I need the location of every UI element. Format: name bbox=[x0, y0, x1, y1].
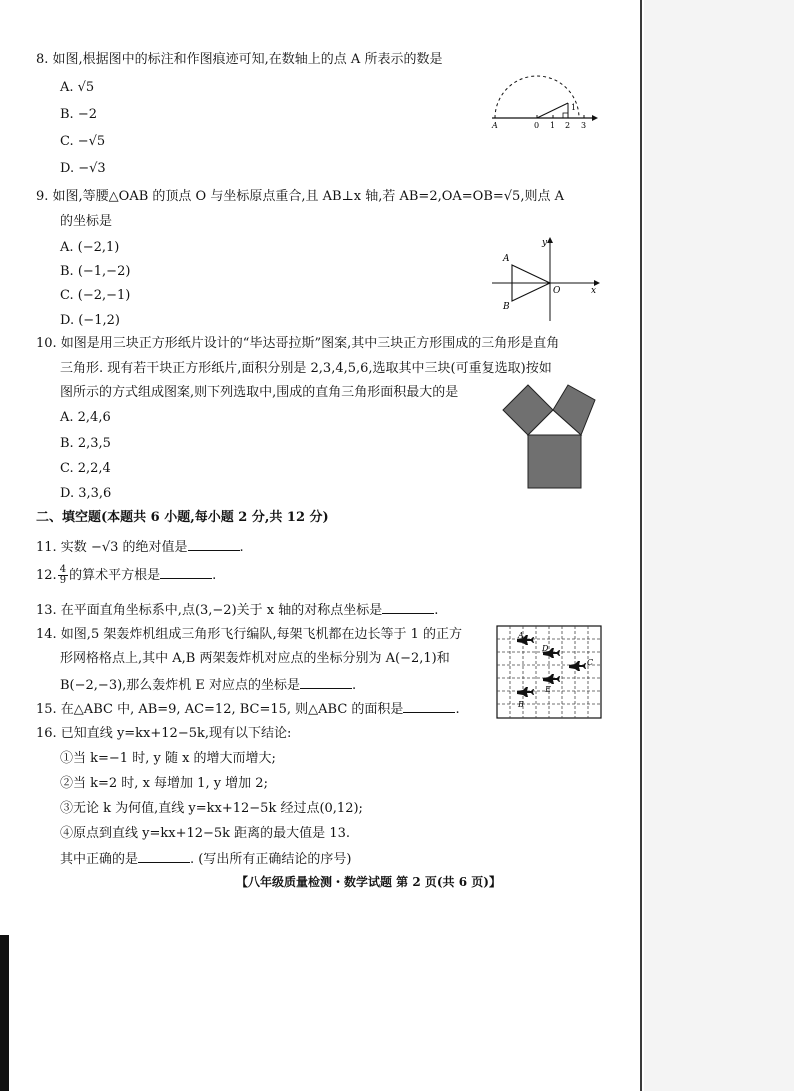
q10-option-b: B. 2,3,5 bbox=[60, 436, 111, 451]
q12-fraction-numerator: 4 bbox=[59, 564, 67, 575]
q15-answer-blank[interactable] bbox=[403, 700, 455, 713]
q13-text: 13. 在平面直角坐标系中,点(3,−2)关于 x 轴的对称点坐标是 bbox=[36, 603, 383, 618]
q12-text: 的算术平方根是 bbox=[69, 568, 161, 583]
q9-point-o-label: O bbox=[553, 286, 561, 296]
q10-line2: 三角形. 现有若干块正方形纸片,面积分别是 2,3,4,5,6,选取其中三块(可重复选取)按如 bbox=[60, 361, 552, 376]
q10-line1: 10. 如图是用三块正方形纸片设计的“毕达哥拉斯”图案,其中三块正方形围成的三角形是直角 bbox=[36, 336, 560, 351]
q12-answer-blank[interactable] bbox=[160, 566, 212, 579]
q9-stem-line2: 的坐标是 bbox=[60, 214, 113, 229]
q14-line2: 形网格格点上,其中 A,B 两架轰炸机对应点的坐标分别为 A(−2,1)和 bbox=[60, 651, 450, 666]
q9-option-a: A. (−2,1) bbox=[60, 240, 120, 255]
plane-e-icon bbox=[543, 674, 560, 684]
q8-option-c: C. −√5 bbox=[60, 134, 106, 149]
q8-stem: 8. 如图,根据图中的标注和作图痕迹可知,在数轴上的点 A 所表示的数是 bbox=[36, 52, 443, 67]
q10-option-a: A. 2,4,6 bbox=[60, 410, 111, 425]
section2-title: 二、填空题(本题共 6 小题,每小题 2 分,共 12 分) bbox=[36, 510, 329, 525]
q9-x-axis-label: x bbox=[591, 286, 597, 296]
q16-stem: 16. 已知直线 y=kx+12−5k,现有以下结论: bbox=[36, 726, 292, 741]
q14-label-b: B bbox=[518, 700, 524, 709]
q14-grid-figure bbox=[496, 625, 602, 719]
q8-tick-0: 0 bbox=[534, 121, 540, 130]
q13-line bbox=[36, 601, 438, 619]
q16-item-4: ④原点到直线 y=kx+12−5k 距离的最大值是 13. bbox=[60, 826, 350, 841]
q9-option-b: B. (−1,−2) bbox=[60, 264, 131, 279]
q9-y-axis-label: y bbox=[542, 238, 548, 248]
q14-line1: 14. 如图,5 架轰炸机组成三角形飞行编队,每架飞机都在边长等于 1 的正方 bbox=[36, 627, 463, 642]
q14-label-a: A bbox=[518, 631, 524, 640]
q11-line bbox=[36, 538, 244, 556]
q14-end: . bbox=[352, 678, 357, 693]
q16-tail bbox=[60, 850, 351, 868]
q9-point-a-label: A bbox=[503, 254, 510, 264]
q8-option-a: A. √5 bbox=[60, 80, 95, 95]
q8-height-label: 1 bbox=[571, 103, 577, 112]
q12-fraction bbox=[58, 565, 68, 586]
q8-tick-3: 3 bbox=[581, 121, 587, 130]
q16-item-1: ①当 k=−1 时, y 随 x 的增大而增大; bbox=[60, 751, 276, 766]
page-footer: 【八年级质量检测・数学试题 第 2 页(共 6 页)】 bbox=[236, 875, 501, 889]
plane-b-icon bbox=[517, 687, 534, 697]
q10-option-d: D. 3,3,6 bbox=[60, 486, 112, 501]
q8-option-b: B. −2 bbox=[60, 107, 97, 122]
q9-stem-line1: 9. 如图,等腰△OAB 的顶点 O 与坐标原点重合,且 AB⊥x 轴,若 AB=2,OA=OB=√5,则点 A bbox=[36, 189, 564, 204]
q8-tick-2: 2 bbox=[565, 121, 571, 130]
q12-line bbox=[36, 564, 216, 588]
q8-point-a-label: A bbox=[492, 121, 498, 130]
q16-tail-end: . (写出所有正确结论的序号) bbox=[190, 852, 352, 867]
scan-edge-mark bbox=[0, 935, 9, 1091]
q16-tail-text: 其中正确的是 bbox=[60, 852, 139, 867]
q8-number-line-figure bbox=[488, 70, 598, 130]
q11-end: . bbox=[239, 540, 244, 555]
q12-number: 12. bbox=[36, 568, 57, 583]
q12-end: . bbox=[212, 568, 217, 583]
q14-label-d: D bbox=[542, 644, 549, 653]
q8-tick-1: 1 bbox=[550, 121, 556, 130]
q9-coordinate-figure bbox=[492, 235, 602, 325]
q16-item-3: ③无论 k 为何值,直线 y=kx+12−5k 经过点(0,12); bbox=[60, 801, 363, 816]
q16-answer-blank[interactable] bbox=[138, 850, 190, 863]
q14-line3 bbox=[60, 676, 356, 694]
q16-item-2: ②当 k=2 时, x 每增加 1, y 增加 2; bbox=[60, 776, 268, 791]
q13-end: . bbox=[434, 603, 439, 618]
q9-option-c: C. (−2,−1) bbox=[60, 288, 131, 303]
q15-end: . bbox=[455, 702, 460, 717]
page-edge-line bbox=[640, 0, 642, 1091]
q8-option-d: D. −√3 bbox=[60, 161, 106, 176]
q14-label-e: E bbox=[545, 685, 551, 694]
q13-answer-blank[interactable] bbox=[382, 601, 434, 614]
q9-point-b-label: B bbox=[503, 302, 510, 312]
plane-c-icon bbox=[569, 661, 586, 671]
q15-text: 15. 在△ABC 中, AB=9, AC=12, BC=15, 则△ABC 的面积是 bbox=[36, 702, 404, 717]
q10-option-c: C. 2,2,4 bbox=[60, 461, 111, 476]
q14-label-c: C bbox=[587, 658, 594, 667]
page-margin bbox=[644, 0, 794, 1091]
q11-answer-blank[interactable] bbox=[188, 538, 240, 551]
q15-line bbox=[36, 700, 460, 718]
q12-fraction-denominator: 9 bbox=[59, 575, 67, 586]
q14-text: B(−2,−3),那么轰炸机 E 对应点的坐标是 bbox=[60, 678, 301, 693]
q11-text: 11. 实数 −√3 的绝对值是 bbox=[36, 540, 188, 555]
q10-line3: 图所示的方式组成图案,则下列选取中,围成的直角三角形面积最大的是 bbox=[60, 385, 459, 400]
q9-option-d: D. (−1,2) bbox=[60, 313, 120, 328]
q14-answer-blank[interactable] bbox=[300, 676, 352, 689]
q10-pythagoras-figure bbox=[498, 382, 608, 492]
